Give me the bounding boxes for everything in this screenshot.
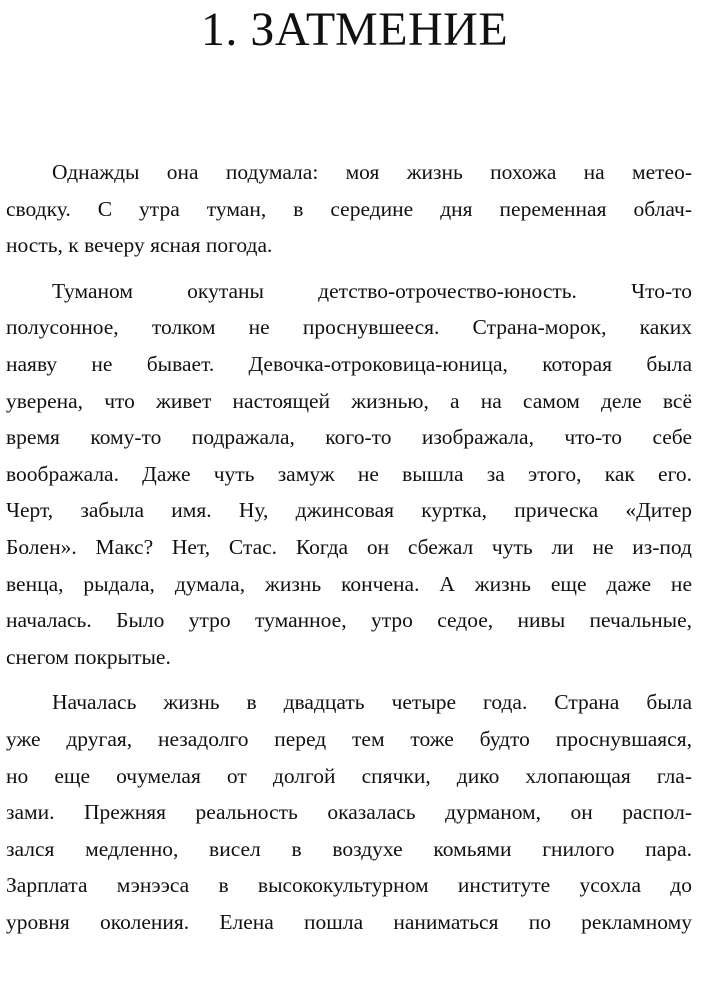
text-line: началась. Было утро туманное, утро седое, нивы печальные, <box>6 608 692 633</box>
text-line: Однажды она подумала: моя жизнь похожа на метео- <box>52 160 692 184</box>
text-line: Туманом окутаны детство-отрочество-юность. Что-то <box>52 278 692 303</box>
text-line: Черт, забыла имя. Ну, джинсовая куртка, прическа «Дитер <box>6 498 692 523</box>
text-line: Болен». Макс? Нет, Стас. Когда он сбежал чуть ли не из-под <box>6 534 692 559</box>
text-line: венца, рыдала, думала, жизнь кончена. А жизнь еще даже не <box>6 571 692 596</box>
text-line: Началась жизнь в двадцать четыре года. Страна была <box>52 690 692 715</box>
text-line: время кому-то подражала, кого-то изображала, что-то себе <box>6 425 692 450</box>
text-line: уже другая, незадолго перед тем тоже будто проснувшаяся, <box>6 726 692 751</box>
paragraph-1 <box>6 154 692 264</box>
text-line: уровня околения. Елена пошла наниматься по рекламному <box>6 909 692 934</box>
body-text <box>6 154 692 949</box>
text-line: ность, к вечеру ясная погода. <box>6 233 273 258</box>
text-line: уверена, что живет настоящей жизнью, а на самом деле всё <box>6 388 692 413</box>
paragraph-2 <box>6 273 692 676</box>
text-line: сводку. С утра туман, в середине дня переменная облач- <box>6 196 692 221</box>
text-line: зами. Прежняя реальность оказалась дурманом, он распол- <box>6 800 692 825</box>
text-line: наяву не бывает. Девочка-отроковица-юница, которая была <box>6 351 692 376</box>
text-line: воображала. Даже чуть замуж не вышла за этого, как его. <box>6 461 692 486</box>
text-line: Зарплата мэнээса в высококультурном институте усохла до <box>6 873 692 898</box>
text-line: полусонное, толком не проснувшееся. Страна-морок, каких <box>6 315 692 340</box>
text-line: снегом покрытые. <box>6 644 171 669</box>
text-line: зался медленно, висел в воздухе комьями гнилого пара. <box>6 836 692 861</box>
text-line: но еще очумелая от долгой спячки, дико хлопающая гла- <box>6 763 692 788</box>
paragraph-3 <box>6 684 692 940</box>
chapter-title: 1. ЗАТМЕНИЕ <box>200 3 509 56</box>
